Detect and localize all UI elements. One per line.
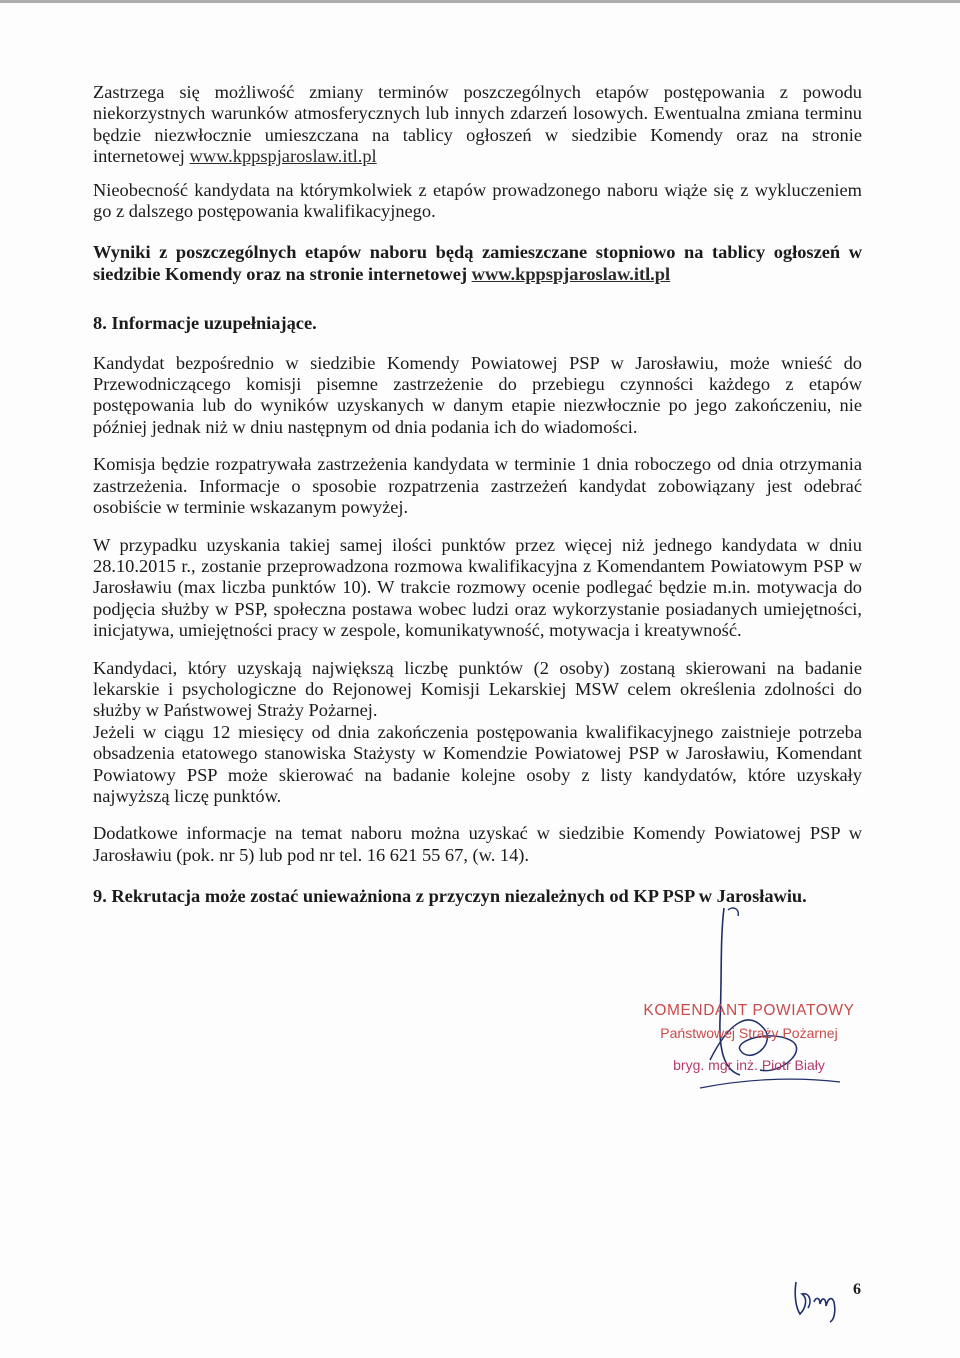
section-8-heading: 8. Informacje uzupełniające. — [93, 313, 317, 334]
paragraph-results: Wyniki z poszczególnych etapów naboru będą zamieszczane stopniowo na tablicy ogłoszeń w siedzibie Komendy oraz na stronie internetowej www.kppspjaroslaw.itl.pl — [93, 242, 862, 284]
paragraph-medical: Kandydaci, który uzyskają największą liczbę punktów (2 osoby) zostaną skierowani na badanie lekarskie i psychologiczne do Rejonowej Komisji Lekarskiej MSW celem określenia zdolności do służby w Państwowej Straży Pożarnej. — [93, 657, 862, 721]
website-link-results[interactable]: www.kppspjaroslaw.itl.pl — [471, 263, 671, 284]
paragraph-commission: Komisja będzie rozpatrywała zastrzeżenia kandydata w terminie 1 dnia roboczego od dnia otrzymania zastrzeżenia. Informacje o sposobie rozpatrzenia zastrzeżeń kandydat zobowiązany jest odebrać osobiście w terminie wskazanym powyżej. — [93, 454, 862, 518]
stamp-title: KOMENDANT POWIATOWY — [643, 1002, 855, 1019]
handwritten-initials — [790, 1268, 846, 1324]
paragraph-contact: Dodatkowe informacje na temat naboru można uzyskać w siedzibie Komendy Powiatowej PSP w Jarosławiu (pok. nr 5) lub pod nr tel. 16 621 55 67, (w. 14). — [93, 823, 862, 865]
stamp-name: bryg. mgr inż. Piotr Biały — [673, 1057, 825, 1073]
website-link[interactable]: www.kppspjaroslaw.itl.pl — [189, 146, 377, 167]
paragraph-absence: Nieobecność kandydata na którymkolwiek z etapów prowadzonego naboru wiąże się z wykluczeniem go z dalszego postępowania kwalifikacyjnego. — [93, 179, 862, 222]
paragraph-reserve-list: Jeżeli w ciągu 12 miesięcy od dnia zakończenia postępowania kwalifikacyjnego zaistnieje potrzeba obsadzenia etatowego stanowiska Stażysty w Komendzie Powiatowej PSP w Jarosławiu, Komendant Powiatowy PSP może skierować na badanie kolejne osoby z listy kandydatów, które uzyskały najwyższą liczę punktów. — [93, 721, 862, 806]
official-stamp — [624, 1000, 874, 1096]
paragraph-date-change: Zastrzega się możliwość zmiany terminów poszczególnych etapów postępowania z powodu niekorzystnych warunków atmosferycznych lub innych zdarzeń losowych. Ewentualna zmiana terminu będzie niezwłocznie umieszczana na tablicy ogłoszeń w siedzibie Komendy oraz na stronie internetowej www.kppspjaroslaw.itl.pl — [93, 82, 862, 167]
scan-edge-line — [0, 0, 960, 3]
page-number: 6 — [853, 1281, 861, 1298]
stamp-organization: Państwowej Straży Pożarnej — [660, 1025, 838, 1041]
paragraph-interview: W przypadku uzyskania takiej samej ilości punktów przez więcej niż jednego kandydata w dniu 28.10.2015 r., zostanie przeprowadzona rozmowa kwalifikacyjna z Komendantem Powiatowym PSP w Jarosławiu (max liczba punktów 10). W trakcie rozmowy ocenie podlegać będzie m.in. motywacja do podjęcia służby w PSP, społeczna postawa wobec ludzi oraz wykorzystanie posiadanych umiejętności, inicjatywa, umiejętności pracy w zespole, komunikatywność, motywacja i kreatywność. — [93, 534, 862, 641]
document-body — [93, 82, 862, 908]
paragraph-objection: Kandydat bezpośrednio w siedzibie Komendy Powiatowej PSP w Jarosławiu, może wnieść do Przewodniczącego komisji pisemne zastrzeżenie do przebiegu czynności każdego z etapów postępowania lub do wyników uzyskanych w danym etapie niezwłocznie po jego zakończeniu, nie później jednak niż w dniu następnym od dnia podania ich do wiadomości. — [93, 352, 862, 437]
section-9-heading: 9. Rekrutacja może zostać unieważniona z przyczyn niezależnych od KP PSP w Jarosławiu. — [93, 886, 807, 907]
